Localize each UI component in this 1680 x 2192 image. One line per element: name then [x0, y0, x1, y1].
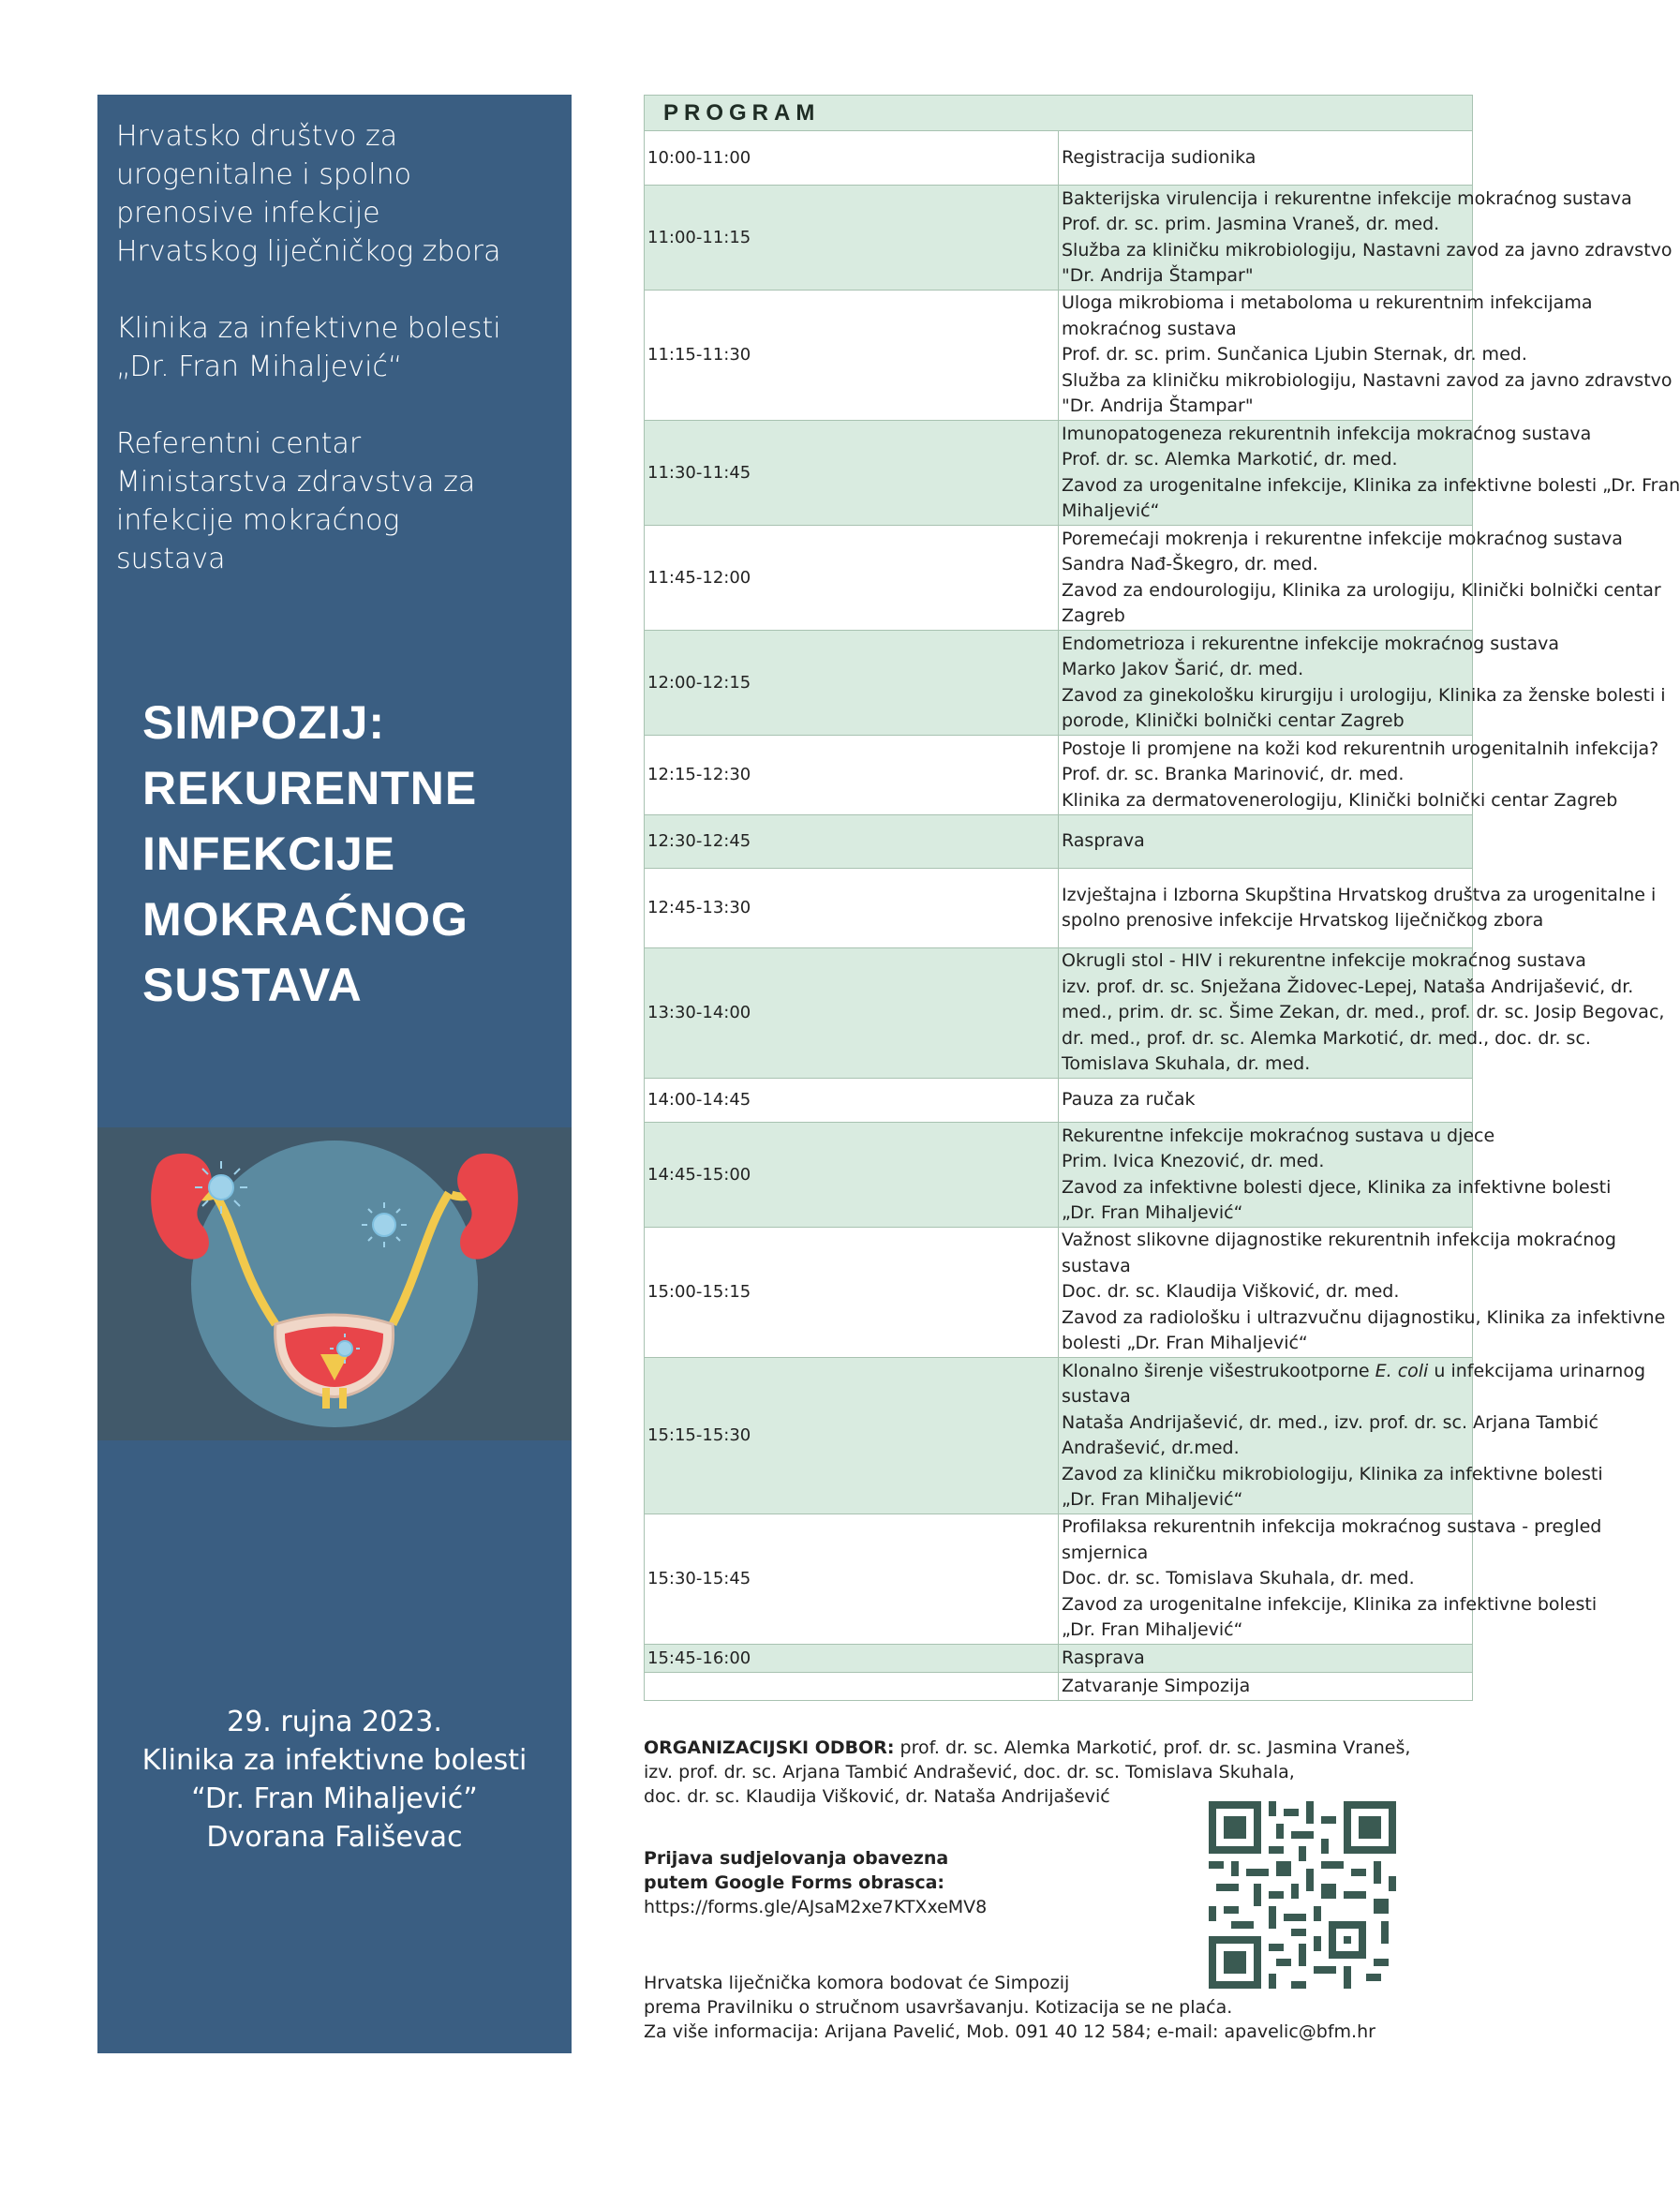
session-time: 12:45-13:30 [645, 869, 1059, 948]
program-row [645, 1514, 1473, 1645]
session-line: „Dr. Fran Mihaljević“ [1062, 1202, 1243, 1223]
committee-line: izv. prof. dr. sc. Arjana Tambić Andrašević, doc. dr. sc. Tomislava Skuhala, [644, 1762, 1295, 1782]
session-line: mokraćnog sustava [1062, 318, 1237, 339]
session-line: Zavod za urogenitalne infekcije, Klinika za infektivne bolesti „Dr. Fran [1062, 474, 1680, 496]
session-line: Registracija sudionika [1062, 146, 1256, 168]
registration-link[interactable]: https://forms.gle/AJsaM2xe7KTXxeMV8 [644, 1897, 988, 1917]
session-line: Doc. dr. sc. Tomislava Skuhala, dr. med. [1062, 1568, 1415, 1589]
session-time: 11:30-11:45 [645, 421, 1059, 526]
program-row [645, 869, 1473, 948]
info-line: Hrvatska liječnička komora bodovat će Simpozij [644, 1973, 1070, 1993]
session-line: Služba za kliničku mikrobiologiju, Nastavni zavod za javno zdravstvo [1062, 239, 1673, 261]
program-row [645, 948, 1473, 1079]
program-row [645, 1079, 1473, 1123]
session-details [1059, 526, 1661, 631]
session-line: Doc. dr. sc. Klaudija Višković, dr. med. [1062, 1281, 1400, 1303]
session-line: Rekurentne infekcije mokraćnog sustava u djece [1062, 1125, 1495, 1146]
session-line: Zavod za urogenitalne infekcije, Klinika za infektivne bolesti [1062, 1593, 1598, 1615]
session-details [1059, 815, 1473, 869]
session-line: Prim. Ivica Knezović, dr. med. [1062, 1151, 1325, 1171]
session-line: Imunopatogeneza rekurentnih infekcija mokraćnog sustava [1062, 423, 1592, 444]
session-time: 14:45-15:00 [645, 1123, 1059, 1228]
org-line: Klinika za infektivne bolesti [116, 312, 501, 345]
session-line: Prof. dr. sc. prim. Sunčanica Ljubin Sternak, dr. med. [1062, 344, 1527, 365]
program-row [645, 1228, 1473, 1358]
program-row [645, 291, 1473, 421]
session-line: Andrašević, dr.med. [1062, 1438, 1240, 1458]
symposium-title [142, 690, 477, 1018]
org-block-society [116, 117, 500, 271]
registration-text: putem Google Forms obrasca: [644, 1872, 945, 1893]
org-line: prenosive infekcije [116, 197, 380, 230]
program-row [645, 1123, 1473, 1228]
session-line: Tomislava Skuhala, dr. med. [1062, 1053, 1311, 1075]
session-line: Endometrioza i rekurentne infekcije mokraćnog sustava [1062, 633, 1560, 654]
session-details [1059, 1358, 1646, 1514]
session-time: 12:00-12:15 [645, 631, 1059, 736]
program-row [645, 815, 1473, 869]
session-line: spolno prenosive infekcije Hrvatskog liječničkog zbora [1062, 910, 1544, 931]
event-room: Dvorana Fališevac [206, 1821, 463, 1854]
session-line: Služba za kliničku mikrobiologiju, Nastavni zavod za javno zdravstvo [1062, 369, 1673, 391]
session-line: Uloga mikrobioma i metaboloma u rekurentnim infekcijama [1062, 292, 1593, 314]
session-line: „Dr. Fran Mihaljević“ [1062, 1489, 1243, 1510]
org-line: sustava [116, 543, 226, 575]
session-line: Postoje li promjene na koži kod rekurentnih urogenitalnih infekcija? [1062, 738, 1659, 759]
program-heading: PROGRAM [645, 96, 1473, 131]
session-time: 15:15-15:30 [645, 1358, 1059, 1514]
program-row [645, 421, 1473, 526]
program-row [645, 736, 1473, 815]
session-line: Pauza za ručak [1062, 1089, 1196, 1111]
session-line: Profilaksa rekurentnih infekcija mokraćnog sustava - pregled [1062, 1516, 1602, 1538]
session-time: 10:00-11:00 [645, 131, 1059, 186]
session-line: Mihaljević“ [1062, 500, 1160, 521]
session-line: Rasprava [1062, 1647, 1145, 1668]
org-line: Hrvatskog liječničkog zbora [116, 235, 501, 268]
committee-label: ORGANIZACIJSKI ODBOR: [644, 1737, 895, 1758]
title-line: REKURENTNE [142, 762, 478, 814]
session-details [1059, 291, 1673, 421]
session-time: 11:45-12:00 [645, 526, 1059, 631]
session-line: med., prim. dr. sc. Šime Zekan, dr. med., prof. dr. sc. Josip Begovac, [1062, 1002, 1665, 1023]
info-line: Za više informacija: Arijana Pavelić, Mob. 091 40 12 584; e-mail: apavelic@bfm.hr [644, 2021, 1375, 2042]
org-line: „Dr. Fran Mihaljević“ [116, 350, 403, 383]
program-row [645, 526, 1473, 631]
session-time: 11:00-11:15 [645, 186, 1059, 291]
session-line: "Dr. Andrija Štampar" [1062, 395, 1254, 417]
info-line: prema Pravilniku o stručnom usavršavanju. Kotizacija se ne plaća. [644, 1997, 1233, 2018]
accreditation-info [644, 1971, 1375, 2044]
session-details [1059, 1228, 1666, 1358]
session-line: Zavod za kliničku mikrobiologiju, Klinika za infektivne bolesti [1062, 1463, 1603, 1484]
session-time: 12:30-12:45 [645, 815, 1059, 869]
session-details [1059, 1123, 1612, 1228]
session-time: 12:15-12:30 [645, 736, 1059, 815]
session-line: sustava [1062, 1255, 1131, 1276]
session-line: Poremećaji mokrenja i rekurentne infekcije mokraćnog sustava [1062, 528, 1623, 549]
session-line: smjernica [1062, 1542, 1149, 1563]
session-line: Marko Jakov Šarić, dr. med. [1062, 659, 1304, 679]
session-details [1059, 131, 1473, 186]
session-details [1059, 1514, 1602, 1645]
session-line: porode, Klinički bolnički centar Zagreb [1062, 710, 1405, 731]
session-line: Zagreb [1062, 605, 1125, 626]
program-table [644, 95, 1680, 1701]
session-time: 15:30-15:45 [645, 1514, 1059, 1645]
committee-line: doc. dr. sc. Klaudija Višković, dr. Nataša Andrijašević [644, 1786, 1110, 1807]
session-line: izv. prof. dr. sc. Snježana Židovec-Lepej, Nataša Andrijašević, dr. [1062, 976, 1634, 997]
urinary-tract-icon [97, 1127, 572, 1440]
session-line: Rasprava [1062, 830, 1145, 852]
session-line: Klinika za dermatovenerologiju, Klinički bolnički centar Zagreb [1062, 789, 1618, 811]
session-details [1059, 869, 1657, 948]
org-line: Ministarstva zdravstva za [116, 466, 476, 499]
qr-code-icon[interactable] [1209, 1801, 1396, 1989]
session-details [1059, 948, 1665, 1079]
event-venue: “Dr. Fran Mihaljević” [191, 1782, 478, 1815]
org-line: Hrvatsko društvo za [116, 120, 398, 153]
session-line: „Dr. Fran Mihaljević“ [1062, 1619, 1243, 1641]
program-row [645, 1358, 1473, 1514]
org-block-reference-centre [116, 425, 475, 578]
session-details [1059, 631, 1666, 736]
event-date: 29. rujna 2023. [227, 1706, 442, 1738]
session-line: Važnost slikovne dijagnostike rekurentnih infekcija mokraćnog [1062, 1230, 1616, 1251]
title-line: SIMPOZIJ: [142, 696, 386, 749]
event-info [97, 1703, 572, 1856]
session-line: Sandra Nađ-Škegro, dr. med. [1062, 554, 1318, 574]
session-details [1059, 1673, 1473, 1701]
program-row [645, 131, 1473, 186]
session-line: Prof. dr. sc. Branka Marinović, dr. med. [1062, 764, 1405, 785]
session-line: Zatvaranje Simpozija [1062, 1675, 1251, 1696]
title-line: SUSTAVA [142, 959, 363, 1011]
committee-line: prof. dr. sc. Alemka Markotić, prof. dr. sc. Jasmina Vraneš, [894, 1737, 1411, 1758]
org-block-clinic [116, 309, 501, 386]
event-venue: Klinika za infektivne bolesti [141, 1744, 528, 1777]
organizing-committee [644, 1736, 1410, 1809]
org-line: urogenitalne i spolno [116, 158, 411, 191]
session-time: 14:00-14:45 [645, 1079, 1059, 1123]
program-row [645, 631, 1473, 736]
session-time: 13:30-14:00 [645, 948, 1059, 1079]
session-details [1059, 1645, 1473, 1673]
org-line: Referentni centar [116, 427, 362, 460]
title-line: MOKRAĆNOG [142, 893, 468, 946]
session-line: sustava [1062, 1386, 1131, 1407]
organism-name: E. coli [1375, 1360, 1429, 1381]
session-line: Prof. dr. sc. prim. Jasmina Vraneš, dr. med. [1062, 214, 1440, 234]
session-line: Zavod za endourologiju, Klinika za urologiju, Klinički bolnički centar [1062, 579, 1661, 601]
session-line: Zavod za radiološku i ultrazvučnu dijagnostiku, Klinika za infektivne [1062, 1306, 1666, 1328]
program-rows [645, 131, 1680, 1701]
session-details [1059, 736, 1659, 815]
session-time [645, 1673, 1059, 1701]
session-time: 15:00-15:15 [645, 1228, 1059, 1358]
session-line: Bakterijska virulencija i rekurentne infekcije mokraćnog sustava [1062, 187, 1632, 209]
program-row [645, 1645, 1473, 1673]
org-line: infekcije mokraćnog [116, 504, 400, 537]
urinary-tract-illustration [97, 1127, 572, 1440]
session-line: dr. med., prof. dr. sc. Alemka Markotić, dr. med., doc. dr. sc. [1062, 1027, 1591, 1049]
registration-text: Prijava sudjelovanja obavezna [644, 1848, 949, 1869]
session-details [1059, 1079, 1473, 1123]
session-time: 11:15-11:30 [645, 291, 1059, 421]
session-details [1059, 186, 1673, 291]
session-time: 15:45-16:00 [645, 1645, 1059, 1673]
session-line: "Dr. Andrija Štampar" [1062, 265, 1254, 286]
session-line: Izvještajna i Izborna Skupština Hrvatskog društva za urogenitalne i [1062, 884, 1657, 905]
program-row [645, 186, 1473, 291]
title-line: INFEKCIJE [142, 828, 396, 880]
session-line: Klonalno širenje višestrukootporne E. coli u infekcijama urinarnog [1062, 1360, 1646, 1381]
session-details [1059, 421, 1680, 526]
session-line: Nataša Andrijašević, dr. med., izv. prof. dr. sc. Arjana Tambić [1062, 1411, 1598, 1433]
program-row [645, 1673, 1473, 1701]
session-line: Okrugli stol - HIV i rekurentne infekcije mokraćnog sustava [1062, 950, 1586, 972]
registration-info [644, 1846, 987, 1919]
session-line: bolesti „Dr. Fran Mihaljević“ [1062, 1333, 1308, 1354]
session-line: Zavod za ginekološku kirurgiju i urologiju, Klinika za ženske bolesti i [1062, 684, 1666, 706]
session-line: Prof. dr. sc. Alemka Markotić, dr. med. [1062, 449, 1398, 470]
session-line: Zavod za infektivne bolesti djece, Klinika za infektivne bolesti [1062, 1176, 1612, 1198]
